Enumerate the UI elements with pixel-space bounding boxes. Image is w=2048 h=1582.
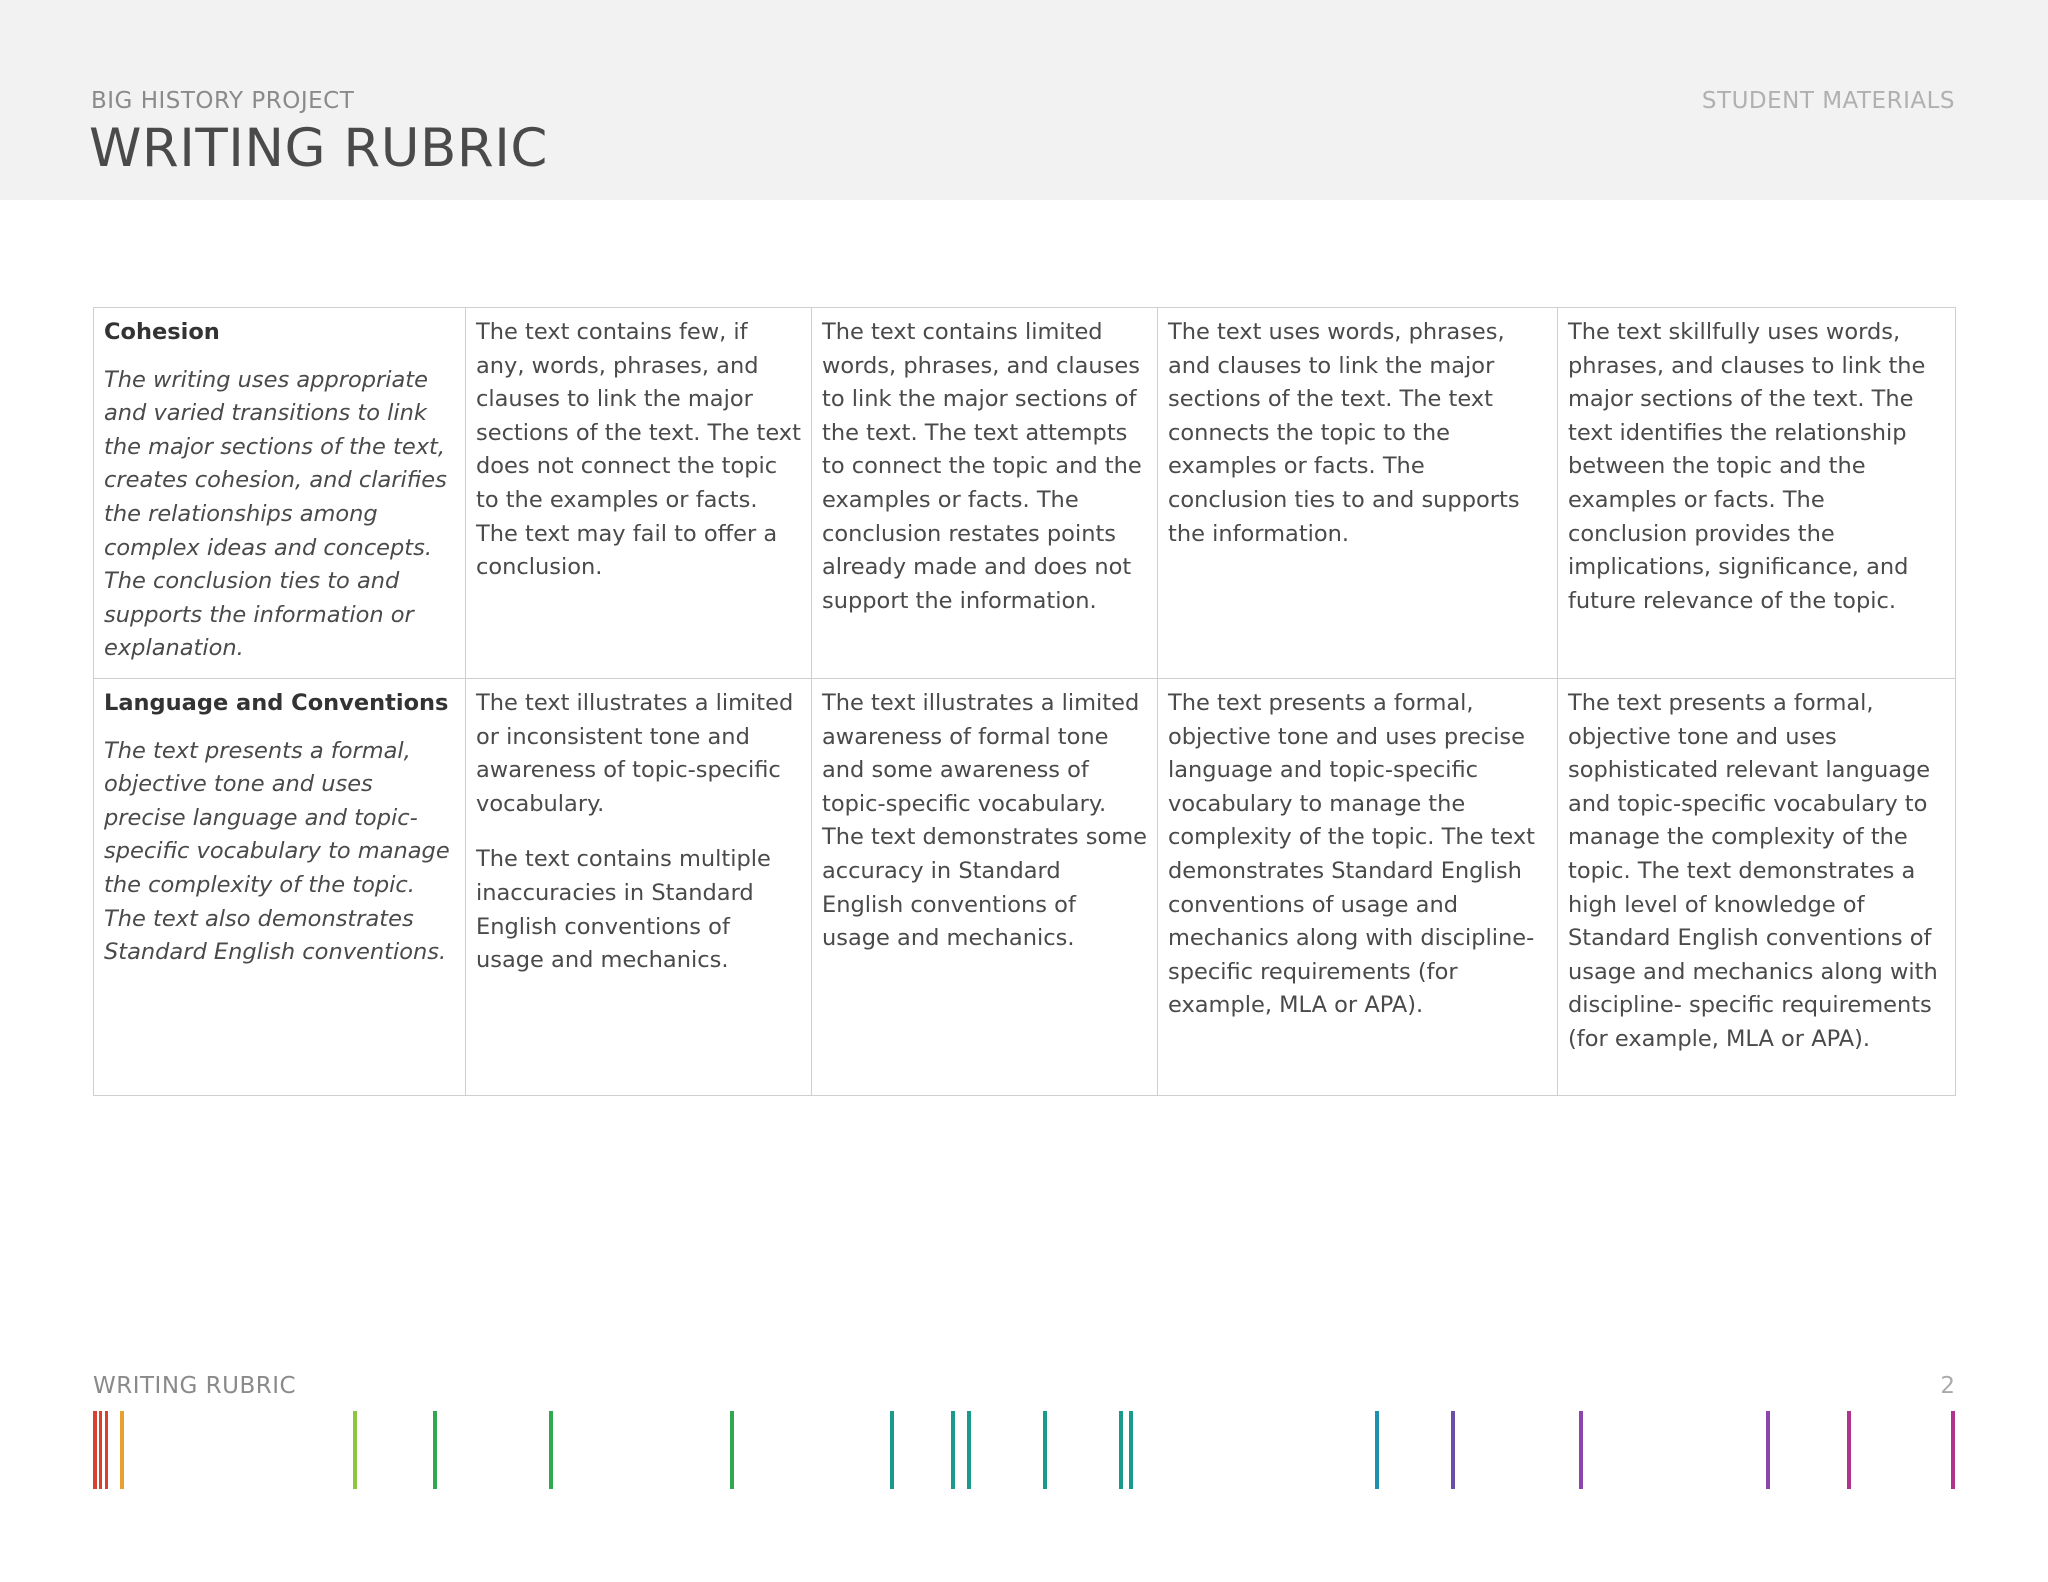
criterion-cell bbox=[94, 308, 466, 679]
criterion-description: The text presents a formal, objective tone and uses precise language and topic-specific vocabulary to manage the complexity of the topic. The text also demonstrates Standard English conventions. bbox=[104, 737, 450, 966]
timeline-bar bbox=[1375, 1411, 1379, 1489]
materials-label: STUDENT MATERIALS bbox=[1701, 88, 1955, 114]
timeline-bar bbox=[1129, 1411, 1133, 1489]
timeline-bar bbox=[93, 1411, 97, 1489]
timeline-bar bbox=[1579, 1411, 1583, 1489]
level-cell: The text contains few, if any, words, phrases, and clauses to link the major sections of the text. The text does not connect the topic to the examples or facts. The text may fail to offer a conclusion. bbox=[466, 308, 812, 679]
rubric-table bbox=[93, 307, 1956, 1096]
level-cell: The text presents a formal, objective tone and uses precise language and topic-specific vocabulary to manage the complexity of the topic. The text demonstrates Standard English conventions of usage and mechanics along with discipline-specific requirements (for example, MLA or APA). bbox=[1158, 678, 1558, 1095]
criterion-cell bbox=[94, 678, 466, 1095]
table-row bbox=[94, 308, 1956, 679]
level-paragraph: The text illustrates a limited or inconsistent tone and awareness of topic-specific vocabulary. bbox=[476, 689, 794, 817]
timeline-bar bbox=[353, 1411, 357, 1489]
table-row bbox=[94, 678, 1956, 1095]
criterion-name: Cohesion bbox=[104, 319, 220, 345]
timeline-bar bbox=[1119, 1411, 1123, 1489]
timeline-bar bbox=[1951, 1411, 1955, 1489]
level-cell bbox=[466, 678, 812, 1095]
timeline-bar bbox=[99, 1411, 102, 1489]
level-cell: The text contains limited words, phrases, and clauses to link the major sections of the text. The text attempts to connect the topic and the examples or facts. The conclusion restates points already made and does not support the information. bbox=[812, 308, 1158, 679]
criterion-description: The writing uses appropriate and varied transitions to link the major sections of the text, creates cohesion, and clarifies the relationships among complex ideas and concepts. The conclusion ties to and supports the information or explanation. bbox=[104, 366, 447, 662]
timeline-bar bbox=[730, 1411, 734, 1489]
level-cell: The text skillfully uses words, phrases, and clauses to link the major sections of the text. The text identifies the relationship between the topic and the examples or facts. The conclusion provides the implications, significance, and future relevance of the topic. bbox=[1558, 308, 1956, 679]
timeline-bar bbox=[433, 1411, 437, 1489]
level-cell: The text illustrates a limited awareness of formal tone and some awareness of topic-specific vocabulary. The text demonstrates some accuracy in Standard English conventions of usage and mechanics. bbox=[812, 678, 1158, 1095]
timeline-bar bbox=[120, 1411, 124, 1489]
level-cell: The text presents a formal, objective tone and uses sophisticated relevant language and topic-specific vocabulary to manage the complexity of the topic. The text demonstrates a high level of knowledge of Standard English conventions of usage and mechanics along with discipline- specific requirements (for example, MLA or APA). bbox=[1558, 678, 1956, 1095]
timeline-bar bbox=[1766, 1411, 1770, 1489]
page-title: WRITING RUBRIC bbox=[89, 118, 548, 179]
timeline-bar bbox=[951, 1411, 955, 1489]
page-number: 2 bbox=[1940, 1373, 1955, 1399]
timeline-bar bbox=[1451, 1411, 1455, 1489]
level-paragraph: The text contains multiple inaccuracies in Standard English conventions of usage and mechanics. bbox=[476, 846, 771, 974]
timeline-bar bbox=[1847, 1411, 1851, 1489]
timeline-bar bbox=[967, 1411, 971, 1489]
timeline-bar bbox=[549, 1411, 553, 1489]
footer-title: WRITING RUBRIC bbox=[93, 1373, 297, 1399]
timeline-bar bbox=[1043, 1411, 1047, 1489]
level-cell: The text uses words, phrases, and clauses to link the major sections of the text. The text connects the topic to the examples or facts. The conclusion ties to and supports the information. bbox=[1158, 308, 1558, 679]
timeline-bar bbox=[890, 1411, 894, 1489]
criterion-name: Language and Conventions bbox=[104, 689, 449, 716]
project-label: BIG HISTORY PROJECT bbox=[91, 88, 355, 114]
timeline-bar bbox=[105, 1411, 108, 1489]
timeline-bars bbox=[0, 1411, 2048, 1489]
